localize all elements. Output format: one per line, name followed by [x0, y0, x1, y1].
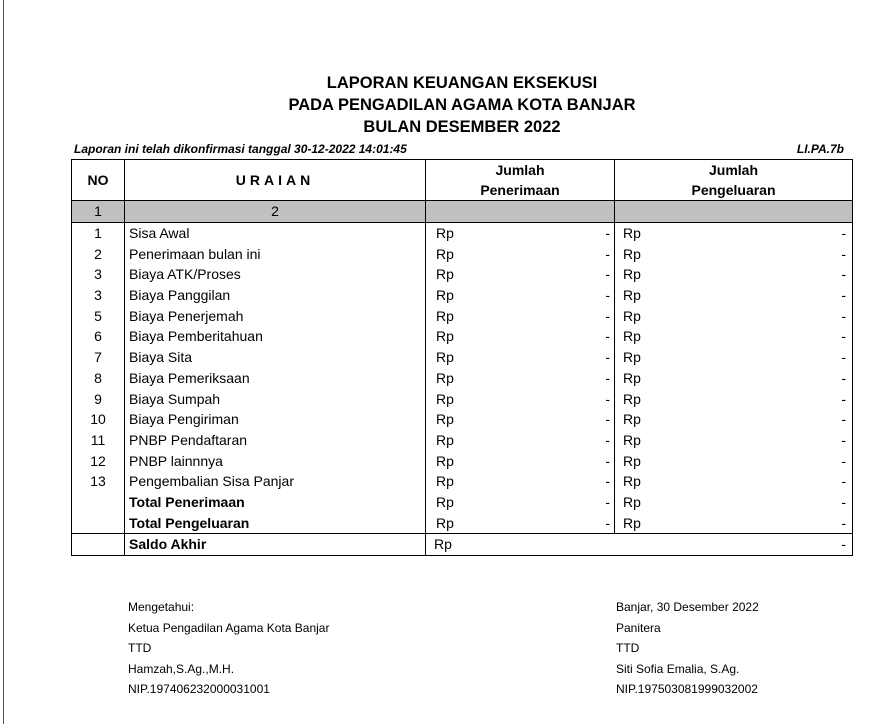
row-pengeluaran — [615, 264, 853, 285]
row-uraian: Total Pengeluaran — [125, 512, 426, 533]
column-index-row — [72, 201, 853, 223]
row-penerimaan — [426, 450, 615, 471]
saldo-no — [72, 534, 125, 556]
table-row — [72, 450, 853, 471]
pengeluaran-amount: - — [841, 369, 846, 386]
penerimaan-amount: - — [605, 411, 610, 428]
row-no: 9 — [72, 388, 125, 409]
penerimaan-amount: - — [605, 287, 610, 304]
table-row — [72, 305, 853, 326]
penerimaan-amount: - — [605, 473, 610, 490]
table-row — [72, 326, 853, 347]
penerimaan-amount: - — [605, 369, 610, 386]
pengeluaran-amount: - — [841, 390, 846, 407]
penerimaan-currency: Rp — [436, 369, 454, 386]
row-pengeluaran — [615, 285, 853, 306]
row-no: 10 — [72, 409, 125, 430]
table-row — [72, 222, 853, 243]
report-table — [71, 159, 853, 556]
penerimaan-amount: - — [605, 266, 610, 283]
penerimaan-amount: - — [605, 307, 610, 324]
pengeluaran-currency: Rp — [623, 349, 641, 366]
pengeluaran-currency: Rp — [623, 287, 641, 304]
row-no: 8 — [72, 368, 125, 389]
row-pengeluaran — [615, 471, 853, 492]
penerimaan-currency: Rp — [436, 390, 454, 407]
header-penerimaan — [426, 160, 615, 201]
form-code: LI.PA.7b — [796, 142, 844, 156]
penerimaan-currency: Rp — [436, 328, 454, 345]
table-row — [72, 347, 853, 368]
sig-right-line1: Banjar, 30 Desember 2022 — [616, 600, 759, 614]
index-col3 — [426, 201, 615, 223]
sig-right-line4: Siti Sofia Emalia, S.Ag. — [616, 661, 740, 676]
row-no: 6 — [72, 326, 125, 347]
row-penerimaan — [426, 471, 615, 492]
row-no: 3 — [72, 264, 125, 285]
row-pengeluaran — [615, 368, 853, 389]
row-no: 1 — [72, 222, 125, 243]
row-no — [72, 512, 125, 533]
pengeluaran-amount: - — [841, 514, 846, 531]
table-row — [72, 409, 853, 430]
saldo-amount: - — [841, 536, 846, 553]
pengeluaran-amount: - — [841, 245, 846, 262]
row-penerimaan — [426, 264, 615, 285]
confirmation-text: Laporan ini telah dikonfirmasi tanggal 30-12-2022 14:01:45 — [74, 142, 407, 156]
row-pengeluaran — [615, 243, 853, 264]
row-pengeluaran — [615, 430, 853, 451]
signature-right — [616, 597, 759, 700]
row-no — [72, 492, 125, 513]
saldo-value — [426, 534, 853, 556]
index-col2: 2 — [125, 201, 426, 223]
row-pengeluaran — [615, 512, 853, 533]
index-col4 — [615, 201, 853, 223]
pengeluaran-currency: Rp — [623, 493, 641, 510]
row-no: 3 — [72, 285, 125, 306]
row-uraian: Biaya Sita — [125, 347, 426, 368]
table-header-row — [72, 160, 853, 201]
row-penerimaan — [426, 512, 615, 533]
row-penerimaan — [426, 368, 615, 389]
penerimaan-amount: - — [605, 493, 610, 510]
penerimaan-currency: Rp — [436, 349, 454, 366]
row-uraian: Penerimaan bulan ini — [125, 243, 426, 264]
header-penerimaan-line1: Jumlah — [495, 162, 545, 178]
penerimaan-currency: Rp — [436, 493, 454, 510]
row-pengeluaran — [615, 450, 853, 471]
row-penerimaan — [426, 347, 615, 368]
row-uraian: Biaya Sumpah — [125, 388, 426, 409]
penerimaan-currency: Rp — [436, 411, 454, 428]
row-uraian: Total Penerimaan — [125, 492, 426, 513]
penerimaan-currency: Rp — [436, 287, 454, 304]
row-no: 12 — [72, 450, 125, 471]
row-pengeluaran — [615, 305, 853, 326]
table-row — [72, 285, 853, 306]
table-row — [72, 492, 853, 513]
penerimaan-currency: Rp — [436, 266, 454, 283]
pengeluaran-amount: - — [841, 328, 846, 345]
sig-left-line2: Ketua Pengadilan Agama Kota Banjar — [128, 620, 330, 635]
pengeluaran-currency: Rp — [623, 225, 641, 242]
index-col1: 1 — [72, 201, 125, 223]
table-row — [72, 388, 853, 409]
row-pengeluaran — [615, 388, 853, 409]
row-pengeluaran — [615, 222, 853, 243]
table-row — [72, 471, 853, 492]
pengeluaran-currency: Rp — [623, 514, 641, 531]
sig-right-line5: NIP.197503081999032002 — [616, 682, 758, 697]
row-no: 13 — [72, 471, 125, 492]
header-pengeluaran-line2: Pengeluaran — [691, 182, 776, 198]
row-uraian: Biaya Pemeriksaan — [125, 368, 426, 389]
penerimaan-currency: Rp — [436, 245, 454, 262]
report-title-line1: LAPORAN KEUANGAN EKSEKUSI — [326, 74, 598, 92]
sig-right-line3: TTD — [616, 641, 640, 656]
pengeluaran-amount: - — [841, 411, 846, 428]
row-pengeluaran — [615, 326, 853, 347]
row-no: 7 — [72, 347, 125, 368]
row-uraian: PNBP Pendaftaran — [125, 430, 426, 451]
row-penerimaan — [426, 305, 615, 326]
penerimaan-amount: - — [605, 328, 610, 345]
penerimaan-currency: Rp — [436, 307, 454, 324]
penerimaan-currency: Rp — [436, 225, 454, 242]
report-title-line3: BULAN DESEMBER 2022 — [363, 118, 561, 136]
row-uraian: Biaya Pengiriman — [125, 409, 426, 430]
header-penerimaan-line2: Penerimaan — [480, 182, 560, 198]
table-row — [72, 264, 853, 285]
row-no: 2 — [72, 243, 125, 264]
pengeluaran-currency: Rp — [623, 452, 641, 469]
pengeluaran-currency: Rp — [623, 431, 641, 448]
penerimaan-currency: Rp — [436, 514, 454, 531]
penerimaan-amount: - — [605, 390, 610, 407]
table-row — [72, 512, 853, 533]
penerimaan-currency: Rp — [436, 452, 454, 469]
pengeluaran-amount: - — [841, 349, 846, 366]
row-no: 5 — [72, 305, 125, 326]
penerimaan-currency: Rp — [436, 431, 454, 448]
pengeluaran-amount: - — [841, 225, 846, 242]
saldo-label: Saldo Akhir — [125, 534, 426, 556]
penerimaan-amount: - — [605, 349, 610, 366]
row-penerimaan — [426, 243, 615, 264]
penerimaan-amount: - — [605, 452, 610, 469]
header-pengeluaran-line1: Jumlah — [708, 162, 758, 178]
row-penerimaan — [426, 492, 615, 513]
pengeluaran-amount: - — [841, 473, 846, 490]
row-penerimaan — [426, 409, 615, 430]
sig-left-line4: Hamzah,S.Ag.,M.H. — [128, 661, 235, 676]
row-penerimaan — [426, 222, 615, 243]
row-penerimaan — [426, 430, 615, 451]
pengeluaran-amount: - — [841, 431, 846, 448]
header-no: NO — [72, 160, 125, 201]
row-uraian: Biaya Penerjemah — [125, 305, 426, 326]
penerimaan-amount: - — [605, 225, 610, 242]
pengeluaran-amount: - — [841, 266, 846, 283]
header-uraian: URAIAN — [125, 160, 426, 201]
table-row — [72, 368, 853, 389]
row-uraian: Pengembalian Sisa Panjar — [125, 471, 426, 492]
pengeluaran-currency: Rp — [623, 266, 641, 283]
row-uraian: Biaya Pemberitahuan — [125, 326, 426, 347]
sig-right-line2: Panitera — [616, 620, 661, 635]
row-penerimaan — [426, 285, 615, 306]
pengeluaran-currency: Rp — [623, 369, 641, 386]
pengeluaran-currency: Rp — [623, 473, 641, 490]
header-pengeluaran — [615, 160, 853, 201]
saldo-currency: Rp — [434, 536, 452, 553]
sig-left-line3: TTD — [128, 641, 152, 656]
row-penerimaan — [426, 326, 615, 347]
saldo-row — [72, 534, 853, 556]
pengeluaran-currency: Rp — [623, 411, 641, 428]
report-title-line2: PADA PENGADILAN AGAMA KOTA BANJAR — [288, 96, 636, 114]
pengeluaran-currency: Rp — [623, 307, 641, 324]
sig-left-line1: Mengetahui: — [128, 600, 195, 614]
row-pengeluaran — [615, 347, 853, 368]
penerimaan-currency: Rp — [436, 473, 454, 490]
row-uraian: Biaya Panggilan — [125, 285, 426, 306]
row-uraian: Sisa Awal — [125, 222, 426, 243]
row-pengeluaran — [615, 492, 853, 513]
row-no: 11 — [72, 430, 125, 451]
row-uraian: PNBP lainnnya — [125, 450, 426, 471]
pengeluaran-amount: - — [841, 307, 846, 324]
penerimaan-amount: - — [605, 514, 610, 531]
pengeluaran-currency: Rp — [623, 328, 641, 345]
row-uraian: Biaya ATK/Proses — [125, 264, 426, 285]
pengeluaran-currency: Rp — [623, 390, 641, 407]
row-penerimaan — [426, 388, 615, 409]
pengeluaran-amount: - — [841, 452, 846, 469]
table-row — [72, 430, 853, 451]
penerimaan-amount: - — [605, 431, 610, 448]
pengeluaran-amount: - — [841, 493, 846, 510]
row-pengeluaran — [615, 409, 853, 430]
sig-left-line5: NIP.197406232000031001 — [128, 682, 270, 697]
signature-left — [128, 597, 329, 700]
table-row — [72, 243, 853, 264]
pengeluaran-amount: - — [841, 287, 846, 304]
penerimaan-amount: - — [605, 245, 610, 262]
pengeluaran-currency: Rp — [623, 245, 641, 262]
